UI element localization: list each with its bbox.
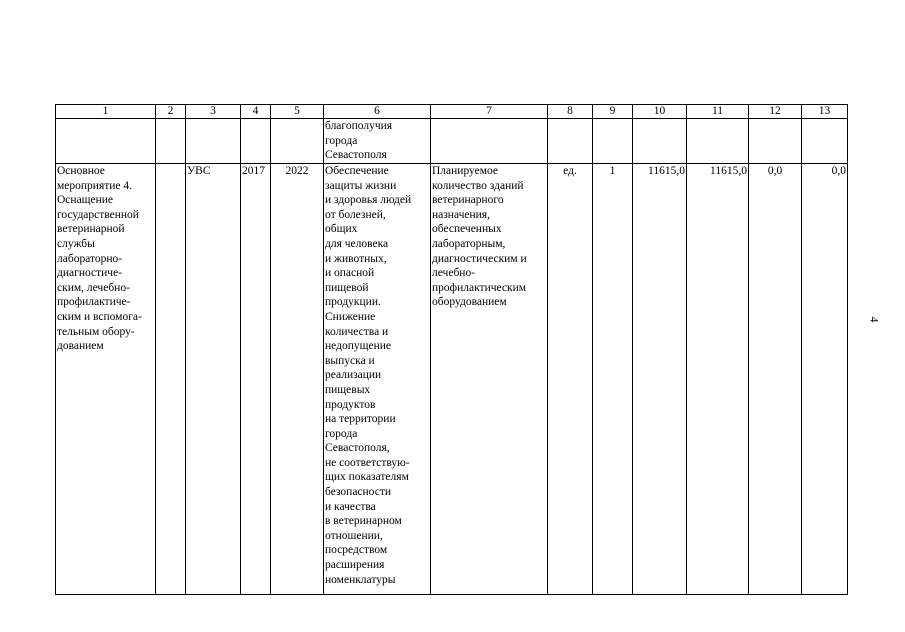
cont-cell-9 <box>593 119 633 164</box>
cont-cell-2 <box>156 119 186 164</box>
cont-cell-13 <box>802 119 848 164</box>
cont-cell-8 <box>548 119 593 164</box>
header-cell-4: 4 <box>241 105 271 119</box>
end-year-cell: 2022 <box>271 164 324 595</box>
page-number: 4 <box>867 316 882 323</box>
header-cell-6: 6 <box>324 105 431 119</box>
header-cell-5: 5 <box>271 105 324 119</box>
header-cell-13: 13 <box>802 105 848 119</box>
cont-cell-3 <box>186 119 241 164</box>
header-cell-12: 12 <box>749 105 802 119</box>
continuation-row <box>56 119 848 164</box>
executor-cell: УВС <box>186 164 241 595</box>
header-cell-2: 2 <box>156 105 186 119</box>
table-row <box>56 164 848 595</box>
program-table <box>55 104 848 595</box>
amount-total-cell: 11615,0 <box>633 164 687 595</box>
header-cell-10: 10 <box>633 105 687 119</box>
header-cell-7: 7 <box>431 105 548 119</box>
cont-cell-10 <box>633 119 687 164</box>
col2-cell <box>156 164 186 595</box>
cont-cell-12 <box>749 119 802 164</box>
header-cell-1: 1 <box>56 105 156 119</box>
amount-col13-cell: 0,0 <box>802 164 848 595</box>
cont-cell-6-goal: благополучия города Севастополя <box>324 119 431 164</box>
cont-cell-5 <box>271 119 324 164</box>
cont-cell-11 <box>687 119 749 164</box>
cont-cell-4 <box>241 119 271 164</box>
header-cell-8: 8 <box>548 105 593 119</box>
indicator-cell: Планируемое количество зданий ветеринарного назначения, обеспеченных лабораторным, диагностическим и лечебно- профилактическим оборудованием <box>431 164 548 595</box>
start-year-cell: 2017 <box>241 164 271 595</box>
header-cell-11: 11 <box>687 105 749 119</box>
amount-col11-cell: 11615,0 <box>687 164 749 595</box>
unit-cell: ед. <box>548 164 593 595</box>
header-row <box>56 105 848 119</box>
amount-col12-cell: 0,0 <box>749 164 802 595</box>
activity-name-cell: Основное мероприятие 4. Оснащение государственной ветеринарной службы лабораторно- диагностиче- ским, лечебно- профилактиче- ским и вспомога- тельным обору- дованием <box>56 164 156 595</box>
header-cell-3: 3 <box>186 105 241 119</box>
header-cell-9: 9 <box>593 105 633 119</box>
goal-cell: Обеспечение защиты жизни и здоровья людей от болезней, общих для человека и животных, и опасной пищевой продукции. Снижение количества и недопущение выпуска и реализации пищевых продуктов на территории города Севастополя, не соответствую- щих показателям безопасности и качества в ветеринарном отношении, посредством расширения номенклатуры <box>324 164 431 595</box>
cont-cell-7 <box>431 119 548 164</box>
quantity-cell: 1 <box>593 164 633 595</box>
cont-cell-1 <box>56 119 156 164</box>
